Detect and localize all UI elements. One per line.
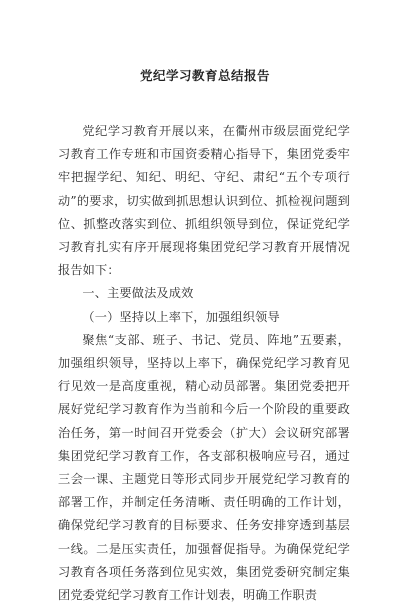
subsection-heading: （一）坚持以上率下，加强组织领导 xyxy=(82,309,280,324)
body-paragraph: 聚焦“支部、班子、书记、党员、阵地”五要素，加强组织领导，坚持以上率下，确保党纪学习教育见行见效一是高度重视，精心动员部署。集团党委把开展好党纪学习教育作为当前和今后一个阶段的重要政治任务，第一时间召开党委会（扩大）会议研究部署集团党纪学习教育工作，各支部积极响应号召，通过三会一课、主题党日等形式同步开展党纪学习教育的部署工作，并制定任务清晰、责任明确的工作计划，确保党纪学习教育的目标要求、任务安排穿透到基层一线。二是压实责任，加强督促指导。为确保党纪学习教育各项任务落到位见实效，集团党委研究制定集团党委党纪学习教育工作计划表，明确工作职责 xyxy=(58,332,350,603)
document-title: 党纪学习教育总结报告 xyxy=(139,68,270,83)
intro-paragraph: 党纪学习教育开展以来，在衢州市级层面党纪学习教育工作专班和市国资委精心指导下，集团党委牢牢把握学纪、知纪、明纪、守纪、肃纪“五个专项行动”的要求，切实做到抓思想认识到位、抓检视问题到位、抓整改落实到位、抓组织领导到位，保证党纪学习教育扎实有序开展现将集团党纪学习教育开展情况报告如下： xyxy=(58,124,350,278)
section-heading: 一、主要做法及成效 xyxy=(82,286,194,301)
document-body xyxy=(58,120,350,607)
